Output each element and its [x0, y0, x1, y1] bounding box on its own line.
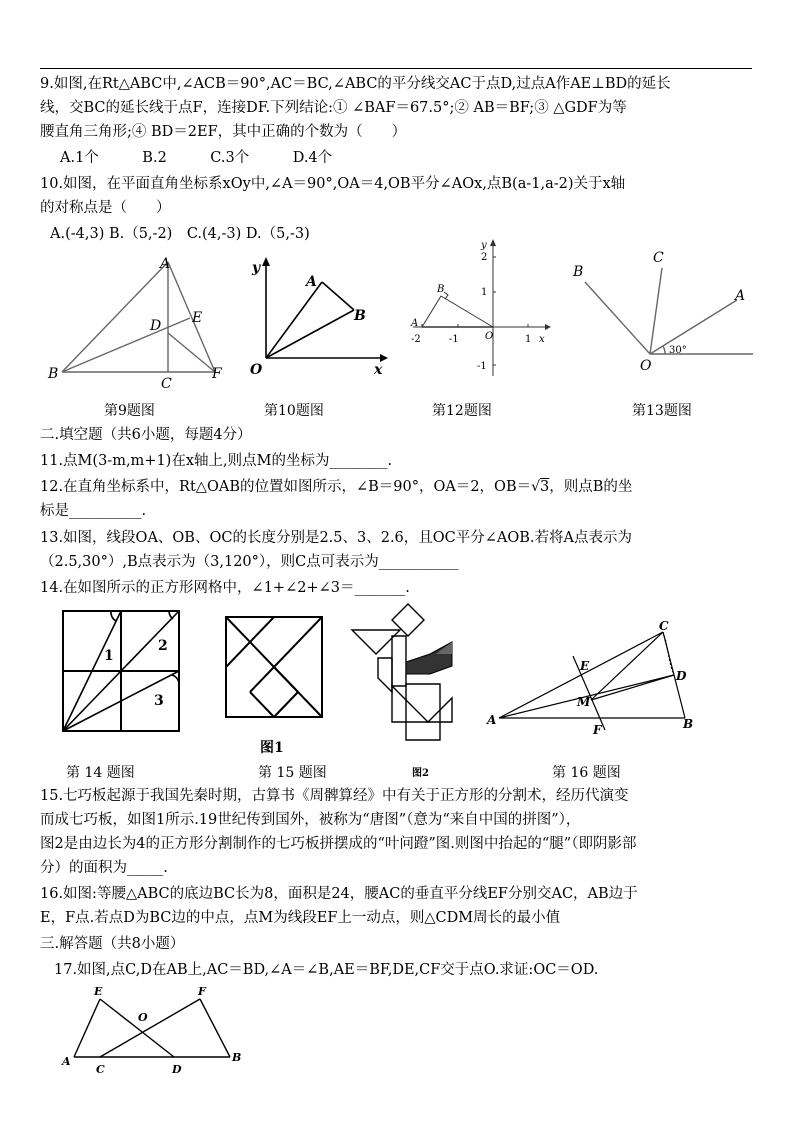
fig17-label-c: C — [96, 1063, 105, 1076]
fig9-label-c: C — [161, 376, 172, 392]
section2-heading: 二.填空题（共6小题，每题4分） — [40, 427, 252, 443]
fig10-label-x: x — [374, 362, 383, 378]
fig17-label-a: A — [62, 1055, 71, 1068]
fig9-label-a: A — [160, 256, 171, 272]
fig9-caption: 第9题图 — [104, 403, 155, 419]
fig15b-body-left — [378, 658, 392, 692]
fig13-label-o: O — [640, 358, 652, 374]
fig10-label-o: O — [250, 362, 263, 378]
fig16-label-b: B — [683, 717, 694, 731]
fig14-caption: 第 14 题图 — [66, 765, 135, 781]
fig12-tick-y1: 1 — [481, 287, 488, 298]
figure-14 — [58, 605, 188, 740]
q9-line3: 腰直角三角形;④ BD＝2EF，其中正确的个数为（ ） — [40, 124, 407, 140]
q13-line1: 13.如图，线段OA、OB、OC的长度分别是2.5、3、2.6，且OC平分∠AOB.若将A点表示为 — [40, 530, 633, 546]
fig10-y-arrow — [262, 257, 270, 266]
q9-line1: 9.如图,在Rt△ABC中,∠ACB＝90°,AC＝BC,∠ABC的平分线交AC于点D,过点A作AE⊥BD的延长 — [40, 76, 671, 92]
fig13-label-c: C — [653, 250, 664, 266]
fig15b-head — [392, 604, 424, 636]
fig15b-body-lower — [392, 686, 428, 722]
q14-text: 14.在如图所示的正方形网格中，∠1+∠2+∠3＝_______. — [40, 580, 410, 596]
fig13-label-a: A — [735, 288, 746, 304]
q15-line4: 分）的面积为_____. — [40, 860, 168, 876]
figure-17 — [60, 985, 240, 1080]
figure-13 — [565, 250, 755, 375]
q13-line2: （2.5,30°）,B点表示为（3,120°），则C点可表示为___________ — [40, 554, 459, 570]
fig9-label-f: F — [212, 366, 222, 382]
fig13-ray-ob — [585, 282, 650, 354]
q15-line3: 图2是由边长为4的正方形分割制作的七巧板拼摆成的“叶问蹬”图.则图中抬起的“腿”（即阴影部 — [40, 836, 637, 852]
fig16-label-m: M — [577, 695, 591, 709]
fig12-line-bo — [441, 296, 493, 327]
fig17-label-d: D — [172, 1063, 182, 1076]
q15-line1: 15.七巧板起源于我国先秦时期，古算书《周髀算经》中有关于正方形的分割术，经历代演变 — [40, 788, 629, 804]
fig10-label-b: B — [354, 308, 366, 324]
fig10-caption: 第10题图 — [264, 403, 324, 419]
fig16-label-a: A — [487, 713, 497, 727]
fig17-line-bf — [200, 999, 230, 1057]
fig16-label-d: D — [676, 669, 687, 683]
fig13-ray-oc — [650, 268, 662, 354]
q11-text: 11.点M(3-m,m+1)在x轴上,则点M的坐标为________. — [40, 453, 393, 469]
fig9-label-b: B — [48, 366, 59, 382]
figure-15b — [348, 602, 460, 747]
fig12-tick-x1: 1 — [525, 334, 532, 345]
fig9-line-be — [62, 318, 190, 372]
fig10-line-oa — [266, 282, 322, 358]
fig16-line-mc — [591, 632, 663, 700]
fig13-angle-arc — [663, 346, 665, 354]
fig15b-body-upper — [392, 636, 406, 686]
fig17-label-f: F — [198, 985, 206, 998]
header-rule — [40, 68, 752, 69]
fig13-label-b: B — [573, 264, 584, 280]
q10-line2: 的对称点是（ ） — [40, 200, 171, 216]
fig15b-base — [406, 684, 440, 740]
q16-line1: 16.如图:等腰△ABC的底边BC长为8，面积是24，腰AC的垂直平分线EF分别交AC，AB边于 — [40, 886, 638, 902]
fig12-tick-y2: 2 — [481, 252, 488, 263]
fig10-label-y: y — [252, 260, 261, 276]
fig12-tick-ym1: -1 — [477, 361, 487, 372]
fig12-label-a: A — [411, 318, 419, 329]
figure-12 — [405, 236, 555, 386]
q16-line2: E，F点.若点D为BC边的中点，点M为线段EF上一动点，则△CDM周长的最小值 — [40, 910, 561, 926]
fig10-line-ob — [266, 310, 354, 358]
fig12-caption: 第12题图 — [432, 403, 492, 419]
fig9-line-df — [168, 333, 215, 372]
fig15-caption: 第 15 题图 — [258, 765, 327, 781]
section3-heading: 三.解答题（共8小题） — [40, 936, 185, 952]
fig17-label-e: E — [94, 985, 103, 998]
fig17-line-ed — [100, 999, 174, 1057]
q12-line2: 标是__________. — [40, 503, 147, 519]
fig14-label-1: 1 — [104, 648, 114, 664]
fig9-side-ab — [62, 262, 168, 372]
q12-text-a: 12.在直角坐标系中，Rt△OAB的位置如图所示，∠B＝90°，OA＝2，OB＝ — [40, 479, 532, 495]
figure-9 — [40, 250, 230, 390]
fig16-caption: 第 16 题图 — [552, 765, 621, 781]
fig17-label-o: O — [138, 1011, 148, 1024]
fig12-tick-xm1: -1 — [449, 334, 459, 345]
q12-line1: 12.在直角坐标系中，Rt△OAB的位置如图所示，∠B＝90°，OA＝2，OB＝√3，则点B的坐 — [40, 479, 633, 495]
fig14-label-3: 3 — [154, 693, 164, 709]
fig13-ray-oa — [650, 300, 737, 354]
fig15-label: 图1 — [260, 740, 284, 756]
figure-16 — [485, 618, 700, 743]
fig17-label-b: B — [232, 1051, 242, 1064]
q10-options: A.(-4,3) B.（5,-2) C.(4,-3) D.（5,-3) — [50, 226, 310, 242]
fig17-line-ae — [74, 999, 100, 1057]
fig10-line-ab — [322, 282, 354, 310]
fig16-label-f: F — [593, 723, 602, 737]
q12-sqrt-number: 3 — [540, 479, 550, 495]
fig10-x-arrow — [380, 354, 388, 362]
q15-line2: 而成七巧板，如图1所示.19世纪传到国外，被称为“唐图”（意为“来自中国的拼图”）， — [40, 812, 581, 828]
fig12-label-x: x — [539, 334, 545, 345]
figure-15 — [220, 612, 330, 762]
q9-line2: 线，交BC的延长线于点F，连接DF.下列结论:① ∠BAF＝67.5°;② AB＝BF;③ △GDF为等 — [40, 100, 627, 116]
fig12-label-y: y — [481, 240, 487, 251]
fig10-label-a: A — [306, 274, 317, 290]
fig12-line-ab — [422, 296, 441, 327]
fig14-label-2: 2 — [158, 638, 168, 654]
fig9-label-e: E — [192, 310, 203, 326]
figure-10 — [240, 252, 390, 387]
fig9-label-d: D — [150, 318, 162, 334]
fig16-label-c: C — [659, 619, 669, 633]
fig13-angle-label: 30° — [669, 345, 687, 356]
fig17-line-fc — [100, 999, 200, 1057]
q10-line1: 10.如图，在平面直角坐标系xOy中,∠A＝90°,OA＝4,OB平分∠AOx,点B(a-1,a-2)关于x轴 — [40, 176, 626, 192]
fig15b-arm — [352, 630, 400, 654]
fig13-caption: 第13题图 — [632, 403, 692, 419]
q9-options: A.1个 B.2 C.3个 D.4个 — [60, 150, 333, 166]
fig12-tick-xm2: -2 — [411, 334, 421, 345]
fig12-label-b: B — [437, 284, 445, 295]
q17-text: 17.如图,点C,D在AB上,AC＝BD,∠A＝∠B,AE＝BF,DE,CF交于点O.求证:OC＝OD. — [54, 962, 599, 978]
fig15b-leg-shaded — [406, 642, 452, 674]
fig15b-caption: 图2 — [412, 768, 429, 779]
fig16-label-e: E — [580, 659, 590, 673]
fig12-label-o: O — [485, 331, 494, 342]
q12-text-b: ，则点B的坐 — [549, 479, 633, 495]
